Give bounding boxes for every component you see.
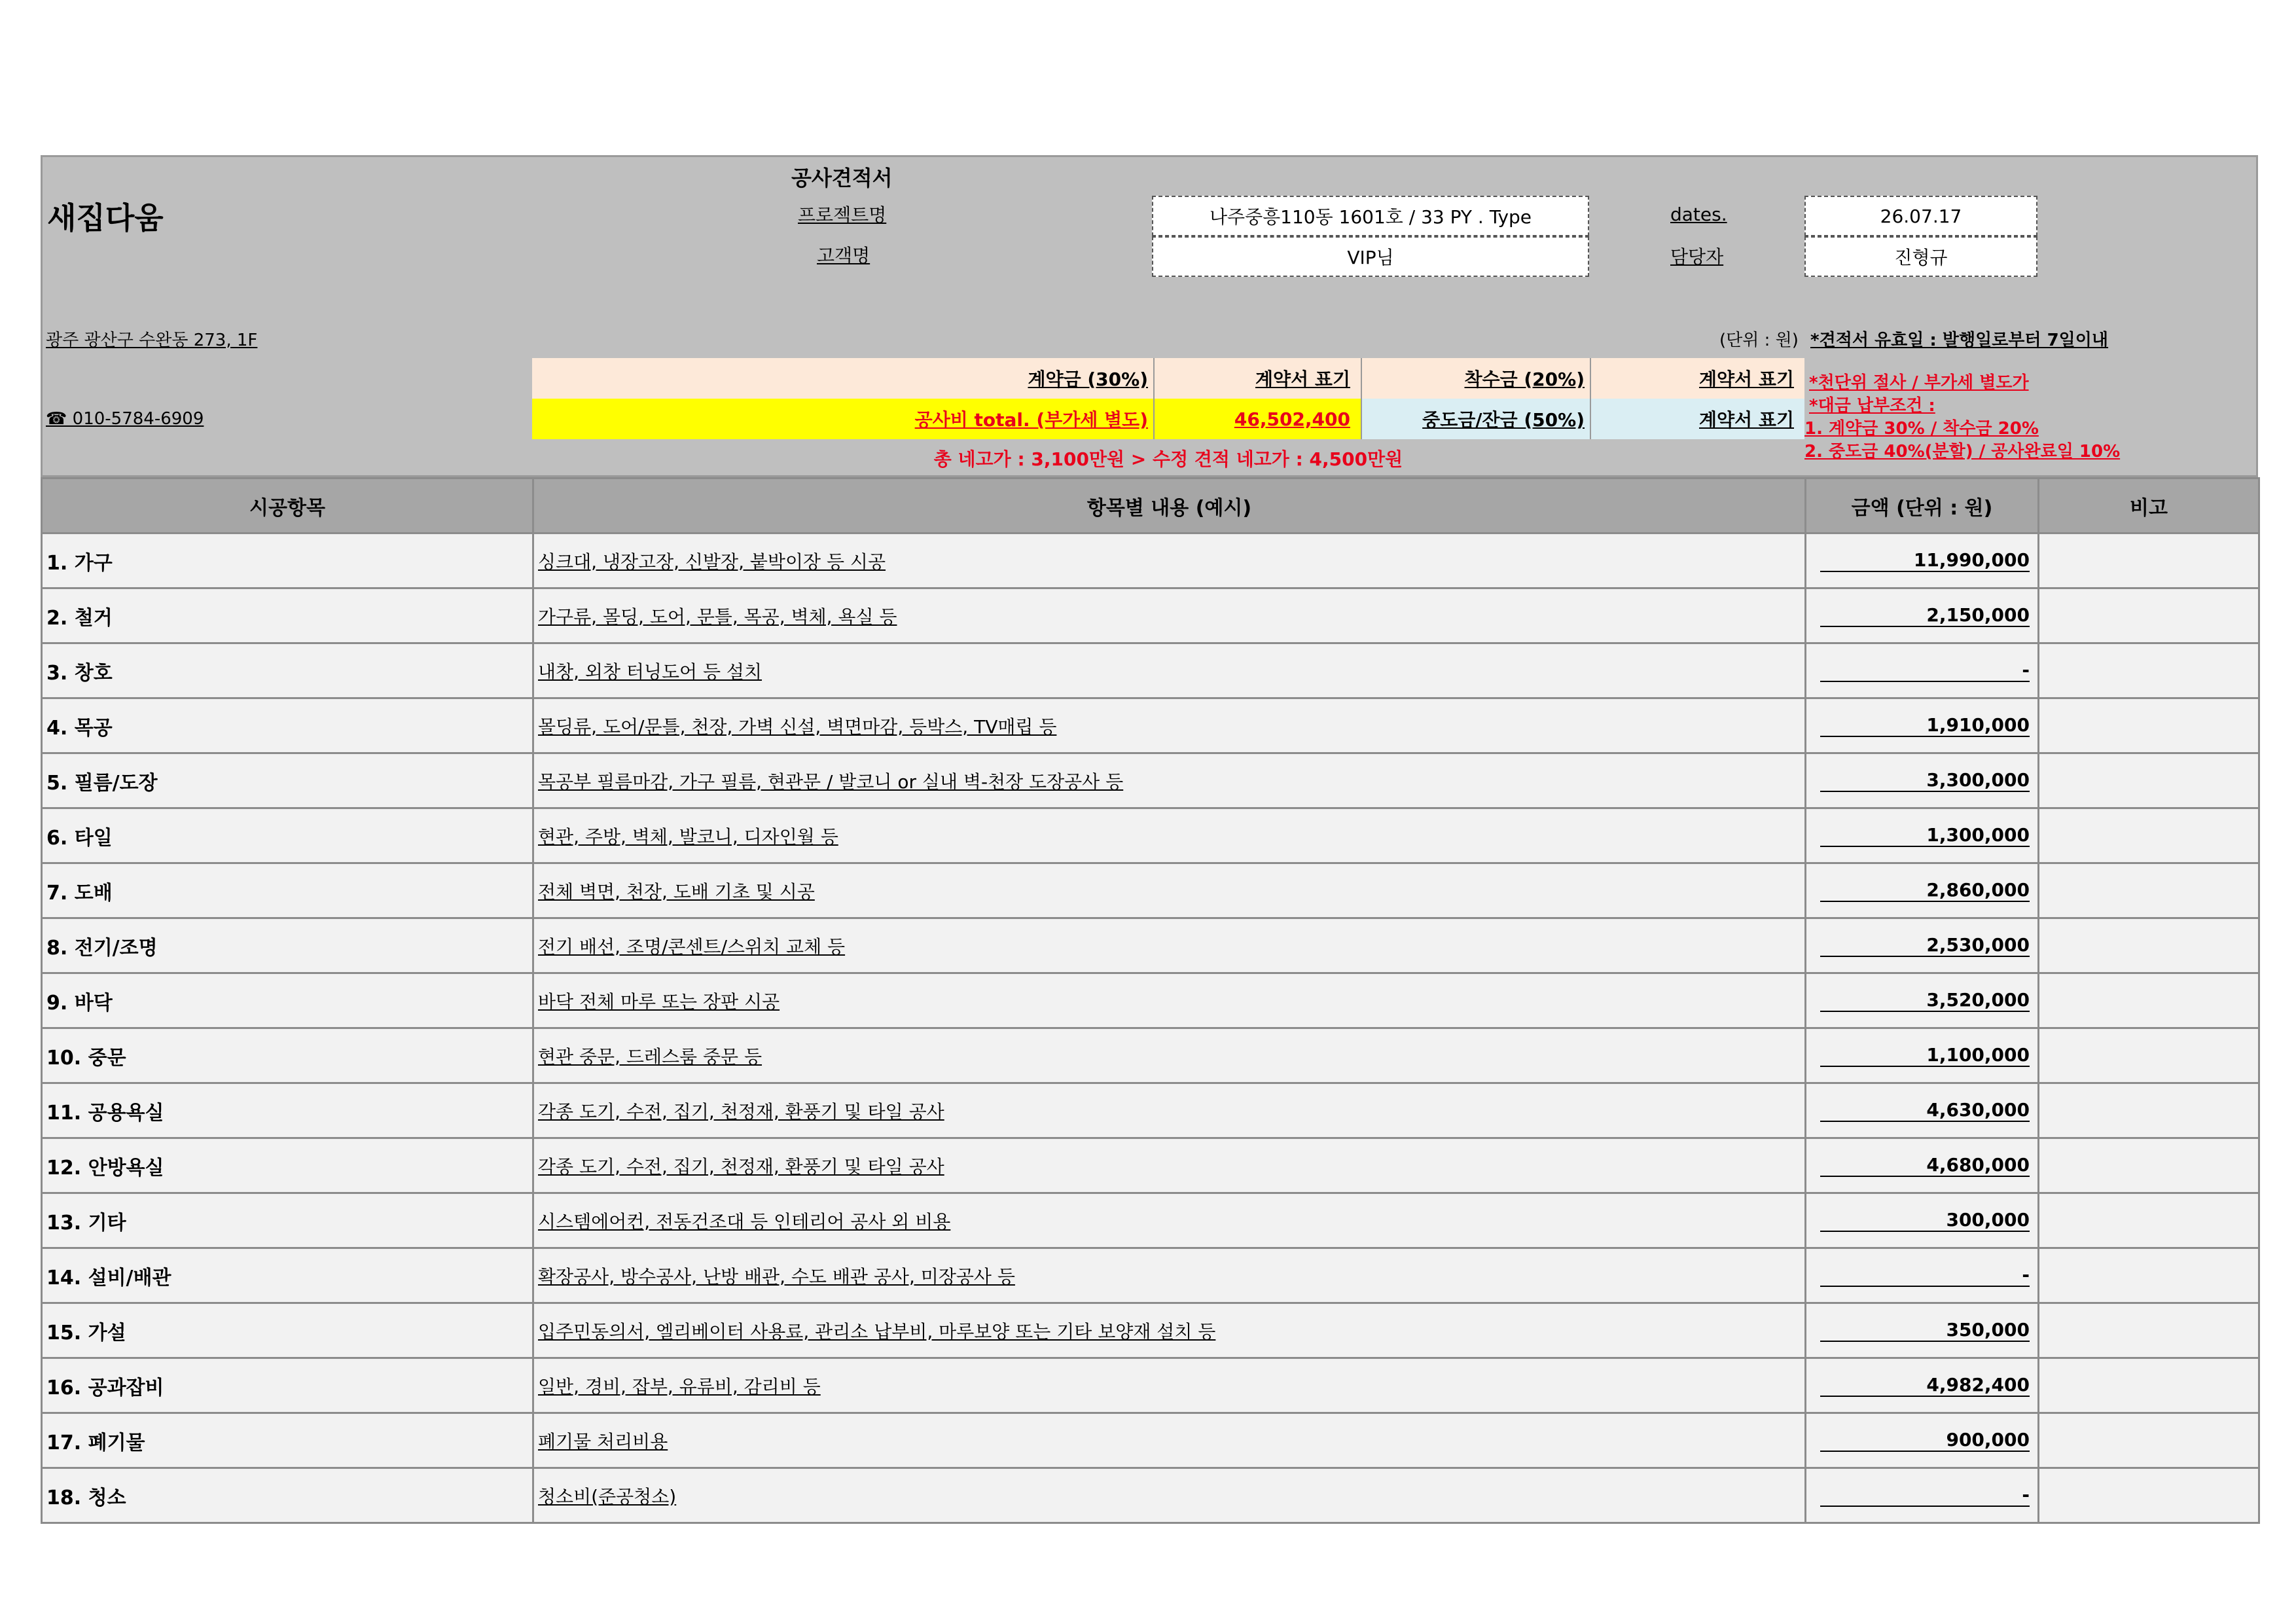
row-description: 전체 벽면, 천장, 도배 기초 및 시공 [533, 863, 1806, 918]
row-amount-value: 350,000 [1820, 1319, 2030, 1342]
client-field: VIP님 [1152, 236, 1589, 277]
row-amount-value: - [1820, 1484, 2030, 1507]
row-item: 9. 바닥 [42, 973, 533, 1028]
table-row [42, 1358, 2259, 1413]
row-amount [1806, 643, 2039, 698]
row-item: 18. 청소 [42, 1468, 533, 1523]
table-row [42, 643, 2259, 698]
row-item: 1. 가구 [42, 533, 533, 588]
document-title: 공사견적서 [791, 166, 893, 190]
row-amount-value: 4,630,000 [1820, 1099, 2030, 1122]
row-amount-value: 1,300,000 [1820, 824, 2030, 847]
row-remarks [2039, 1358, 2259, 1413]
table-row [42, 1193, 2259, 1248]
row-description: 전기 배선, 조명/콘센트/스위치 교체 등 [533, 918, 1806, 973]
row-amount-value: 2,860,000 [1820, 879, 2030, 902]
row-amount [1806, 1138, 2039, 1193]
row-remarks [2039, 753, 2259, 808]
row-amount [1806, 698, 2039, 753]
unit-note: (단위 : 원) [1719, 331, 1799, 350]
row-description: 내창, 외창 터닝도어 등 설치 [533, 643, 1806, 698]
row-amount [1806, 863, 2039, 918]
row-remarks [2039, 1413, 2259, 1468]
row-description: 몰딩류, 도어/문틀, 천장, 가벽 신설, 벽면마감, 등박스, TV매립 등 [533, 698, 1806, 753]
row-description: 싱크대, 냉장고장, 신발장, 붙박이장 등 시공 [533, 533, 1806, 588]
row-amount-value: 4,680,000 [1820, 1154, 2030, 1177]
row-description: 일반, 경비, 잡부, 유류비, 감리비 등 [533, 1358, 1806, 1413]
note-line-2: *대금 납부조건 : [1809, 396, 1935, 416]
row-remarks [2039, 1138, 2259, 1193]
row-item: 5. 필름/도장 [42, 753, 533, 808]
row-remarks [2039, 863, 2259, 918]
row-amount-value: 3,520,000 [1820, 989, 2030, 1012]
row-description: 입주민동의서, 엘리베이터 사용료, 관리소 납부비, 마루보양 또는 기타 보양재 설치 등 [533, 1303, 1806, 1358]
row-item: 6. 타일 [42, 808, 533, 863]
row-amount [1806, 973, 2039, 1028]
row-item: 10. 중문 [42, 1028, 533, 1083]
row-remarks [2039, 1028, 2259, 1083]
row-item: 4. 목공 [42, 698, 533, 753]
row-description: 현관 중문, 드레스룸 중문 등 [533, 1028, 1806, 1083]
table-row [42, 533, 2259, 588]
row-item: 8. 전기/조명 [42, 918, 533, 973]
row-remarks [2039, 533, 2259, 588]
row-amount-value: 1,100,000 [1820, 1044, 2030, 1067]
row-amount [1806, 753, 2039, 808]
row-amount [1806, 1083, 2039, 1138]
row-remarks [2039, 1248, 2259, 1303]
row-remarks [2039, 808, 2259, 863]
total-cost-value: 46,502,400 [1153, 399, 1361, 439]
table-row [42, 698, 2259, 753]
project-label: 프로젝트명 [798, 204, 887, 226]
table-row [42, 808, 2259, 863]
estimate-sheet [41, 155, 2258, 1509]
row-remarks [2039, 1468, 2259, 1523]
project-field: 나주중흥110동 1601호 / 33 PY . Type [1152, 196, 1589, 236]
table-body [42, 533, 2259, 1523]
table-row [42, 588, 2259, 643]
table-row [42, 918, 2259, 973]
row-description: 청소비(준공청소) [533, 1468, 1806, 1523]
start-fee-label: 착수금 (20%) [1361, 358, 1590, 399]
row-description: 각종 도기, 수전, 집기, 천정재, 환풍기 및 타일 공사 [533, 1083, 1806, 1138]
manager-field: 진형규 [1804, 236, 2037, 277]
row-item: 7. 도배 [42, 863, 533, 918]
start-fee-contract-mark: 계약서 표기 [1590, 358, 1804, 399]
row-remarks [2039, 588, 2259, 643]
row-description: 현관, 주방, 벽체, 발코니, 디자인월 등 [533, 808, 1806, 863]
row-amount-value: - [1820, 659, 2030, 682]
table-row [42, 1413, 2259, 1468]
note-line-4: 2. 중도금 40%(분할) / 공사완료일 10% [1804, 442, 2121, 461]
row-item: 3. 창호 [42, 643, 533, 698]
row-description: 각종 도기, 수전, 집기, 천정재, 환풍기 및 타일 공사 [533, 1138, 1806, 1193]
table-row [42, 1248, 2259, 1303]
client-label: 고객명 [817, 245, 870, 266]
row-remarks [2039, 973, 2259, 1028]
row-description: 시스템에어컨, 전동건조대 등 인테리어 공사 외 비용 [533, 1193, 1806, 1248]
row-amount [1806, 533, 2039, 588]
row-amount-value: 11,990,000 [1820, 549, 2030, 572]
header-remarks: 비고 [2039, 478, 2259, 533]
estimate-table [41, 477, 2260, 1524]
row-amount-value: 2,150,000 [1820, 604, 2030, 627]
date-field: 26.07.17 [1804, 196, 2037, 236]
company-address: 광주 광산구 수완동 273, 1F [46, 331, 258, 350]
table-row [42, 1028, 2259, 1083]
row-amount [1806, 1413, 2039, 1468]
row-amount [1806, 1468, 2039, 1523]
balance-label: 중도금/잔금 (50%) [1361, 399, 1590, 439]
note-line-1: *천단위 절사 / 부가세 별도가 [1809, 373, 2029, 393]
table-row [42, 1083, 2259, 1138]
deposit-label: 계약금 (30%) [532, 358, 1153, 399]
header-item: 시공항목 [42, 478, 533, 533]
table-row [42, 1468, 2259, 1523]
row-description: 바닥 전체 마루 또는 장판 시공 [533, 973, 1806, 1028]
row-description: 가구류, 몰딩, 도어, 문틀, 목공, 벽체, 욕실 등 [533, 588, 1806, 643]
note-line-3: 1. 계약금 30% / 착수금 20% [1804, 419, 2039, 439]
row-remarks [2039, 1303, 2259, 1358]
row-remarks [2039, 918, 2259, 973]
row-remarks [2039, 643, 2259, 698]
row-amount [1806, 1358, 2039, 1413]
company-phone: ☎ 010-5784-6909 [46, 409, 204, 429]
balance-contract-mark: 계약서 표기 [1590, 399, 1804, 439]
company-name: 새집다움 [47, 200, 164, 236]
row-remarks [2039, 698, 2259, 753]
row-description: 폐기물 처리비용 [533, 1413, 1806, 1468]
row-amount-value: 1,910,000 [1820, 714, 2030, 737]
table-row [42, 1138, 2259, 1193]
table-row [42, 753, 2259, 808]
row-amount-value: 3,300,000 [1820, 769, 2030, 792]
row-amount [1806, 588, 2039, 643]
row-description: 목공부 필름마감, 가구 필름, 현관문 / 발코니 or 실내 벽-천장 도장공사 등 [533, 753, 1806, 808]
row-item: 17. 폐기물 [42, 1413, 533, 1468]
row-item: 16. 공과잡비 [42, 1358, 533, 1413]
row-item: 12. 안방욕실 [42, 1138, 533, 1193]
table-row [42, 973, 2259, 1028]
row-amount-value: - [1820, 1264, 2030, 1287]
validity-note: *견적서 유효일 : 발행일로부터 7일이내 [1810, 331, 2109, 350]
row-amount-value: 4,982,400 [1820, 1374, 2030, 1397]
total-cost-label: 공사비 total. (부가세 별도) [532, 399, 1153, 439]
table-header-row [42, 478, 2259, 533]
row-amount-value: 900,000 [1820, 1429, 2030, 1452]
row-item: 14. 설비/배관 [42, 1248, 533, 1303]
row-item: 15. 가설 [42, 1303, 533, 1358]
row-item: 13. 기타 [42, 1193, 533, 1248]
row-amount [1806, 808, 2039, 863]
deposit-contract-mark: 계약서 표기 [1153, 358, 1361, 399]
row-amount [1806, 1028, 2039, 1083]
header-amount: 금액 (단위 : 원) [1806, 478, 2039, 533]
row-amount [1806, 1248, 2039, 1303]
row-item: 2. 철거 [42, 588, 533, 643]
row-remarks [2039, 1083, 2259, 1138]
table-row [42, 863, 2259, 918]
row-item: 11. 공용욕실 [42, 1083, 533, 1138]
date-label: dates. [1670, 204, 1727, 225]
header-description: 항목별 내용 (예시) [533, 478, 1806, 533]
negotiation-note: 총 네고가 : 3,100만원 > 수정 견적 네고가 : 4,500만원 [933, 448, 1403, 470]
row-amount [1806, 1193, 2039, 1248]
manager-label: 담당자 [1670, 246, 1724, 268]
row-description: 확장공사, 방수공사, 난방 배관, 수도 배관 공사, 미장공사 등 [533, 1248, 1806, 1303]
row-remarks [2039, 1193, 2259, 1248]
row-amount-value: 300,000 [1820, 1209, 2030, 1232]
row-amount [1806, 1303, 2039, 1358]
row-amount [1806, 918, 2039, 973]
row-amount-value: 2,530,000 [1820, 934, 2030, 957]
table-row [42, 1303, 2259, 1358]
